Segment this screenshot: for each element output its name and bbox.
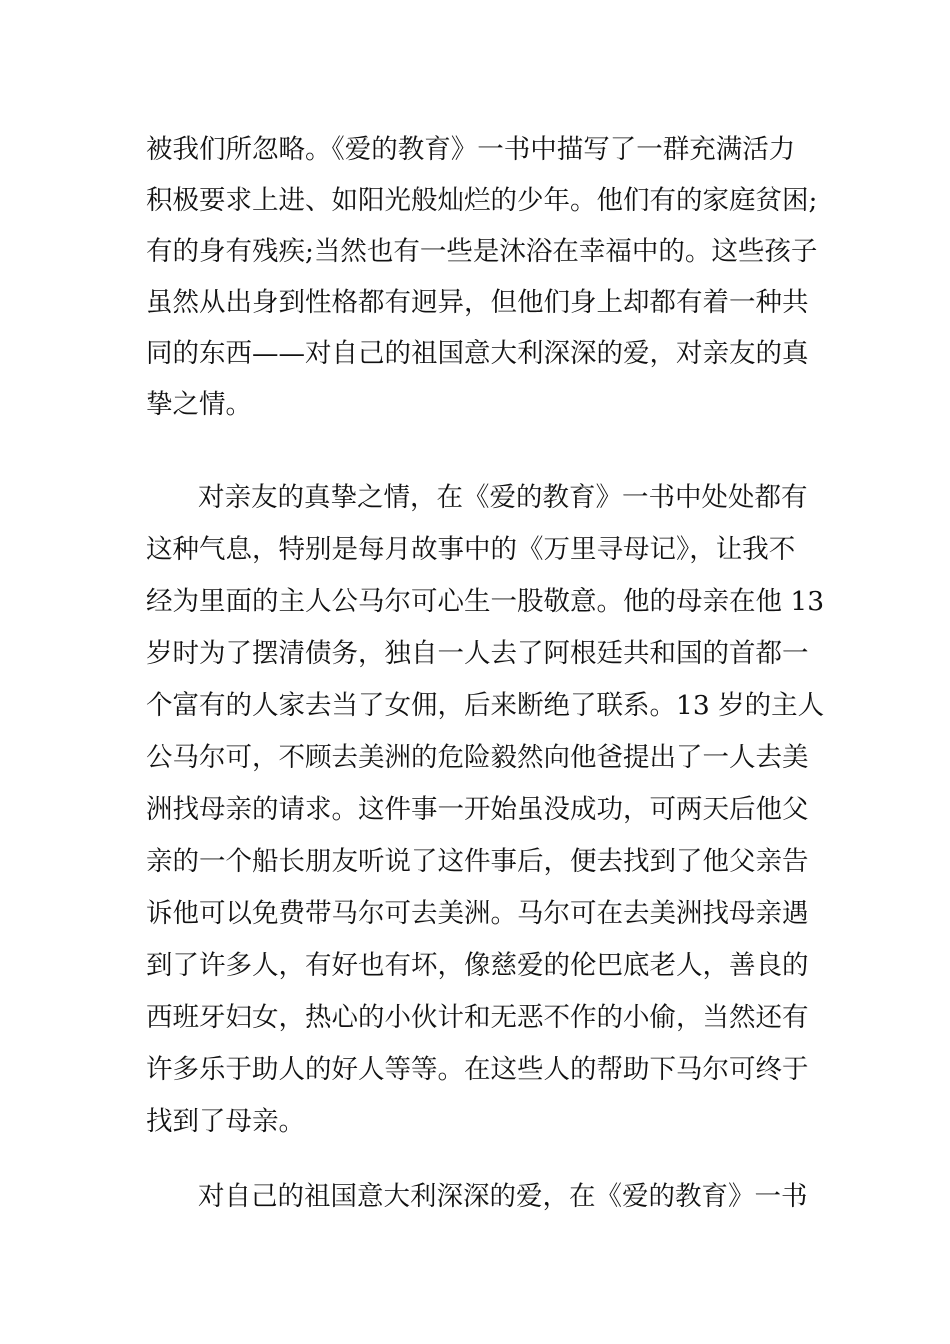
text-line: 西班牙妇女，热心的小伙计和无恶不作的小偷，当然还有 — [146, 1002, 809, 1033]
text-line: 洲找母亲的请求。这件事一开始虽没成功，可两天后他父 — [146, 794, 809, 825]
text-line: 有的身有残疾;当然也有一些是沐浴在幸福中的。这些孩子 — [146, 236, 818, 267]
text-line: 挚之情。 — [146, 389, 252, 420]
text-line: 对亲友的真挚之情，在《爱的教育》一书中处处都有 — [198, 482, 808, 513]
text-line: 许多乐于助人的好人等等。在这些人的帮助下马尔可终于 — [146, 1054, 809, 1085]
text-line: 被我们所忽略。《爱的教育》一书中描写了一群充满活力 — [146, 134, 796, 165]
text-line: 虽然从出身到性格都有迥异，但他们身上却都有着一种共 — [146, 287, 809, 318]
text-line: 诉他可以免费带马尔可去美洲。马尔可在去美洲找母亲遇 — [146, 898, 809, 929]
text-line: 积极要求上进、如阳光般灿烂的少年。他们有的家庭贫困; — [146, 185, 818, 216]
text-line: 岁时为了摆清债务，独自一人去了阿根廷共和国的首都一 — [146, 638, 809, 669]
text-line: 亲的一个船长朋友听说了这件事后，便去找到了他父亲告 — [146, 846, 809, 877]
text-line: 公马尔可，不顾去美洲的危险毅然向他爸提出了一人去美 — [146, 742, 809, 773]
text-line: 同的东西——对自己的祖国意大利深深的爱，对亲友的真 — [146, 338, 809, 369]
text-line: 个富有的人家去当了女佣，后来断绝了联系。13 岁的主人 — [146, 690, 825, 721]
text-line: 对自己的祖国意大利深深的爱，在《爱的教育》一书 — [198, 1181, 808, 1212]
text-line: 到了许多人，有好也有坏，像慈爱的伦巴底老人，善良的 — [146, 950, 809, 981]
text-line: 这种气息，特别是每月故事中的《万里寻母记》，让我不 — [146, 534, 796, 565]
text-line: 经为里面的主人公马尔可心生一股敬意。他的母亲在他 13 — [146, 586, 825, 617]
text-line: 找到了母亲。 — [146, 1106, 305, 1137]
